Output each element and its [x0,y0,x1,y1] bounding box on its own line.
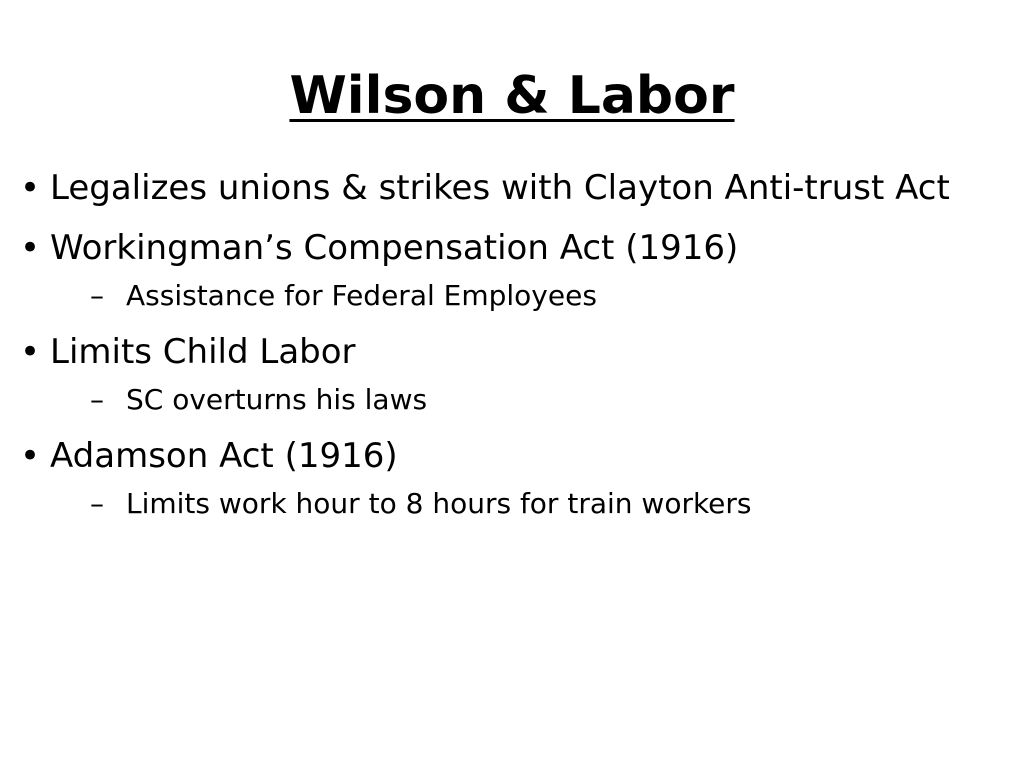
sub-bullet-item [50,484,1010,524]
sub-bullet-text: Limits work hour to 8 hours for train workers [126,487,752,520]
bullet-item [20,222,1010,316]
slide-title [0,62,1024,130]
bullet-item [20,430,1010,524]
sub-bullet-marker: – [90,383,104,416]
bullet-text: Limits Child Labor [50,332,356,372]
bullet-text: Workingman’s Compensation Act (1916) [50,228,739,268]
sub-bullet-text: Assistance for Federal Employees [126,279,597,312]
bullet-text: Legalizes unions & strikes with Clayton Anti-trust Act [50,168,950,208]
bullet-text: Adamson Act (1916) [50,436,398,476]
bullet-marker: • [20,436,41,476]
bullet-list [20,162,1010,534]
bullet-marker: • [20,168,41,208]
bullet-item [20,162,1010,214]
bullet-marker: • [20,228,41,268]
sub-bullet-item [50,276,1010,316]
sub-bullet-list [50,484,1010,524]
sub-bullet-marker: – [90,279,104,312]
bullet-marker: • [20,332,41,372]
sub-bullet-marker: – [90,487,104,520]
slide-title-text: Wilson & Labor [289,66,735,126]
bullet-item [20,326,1010,420]
sub-bullet-list [50,276,1010,316]
sub-bullet-item [50,380,1010,420]
sub-bullet-list [50,380,1010,420]
sub-bullet-text: SC overturns his laws [126,383,428,416]
